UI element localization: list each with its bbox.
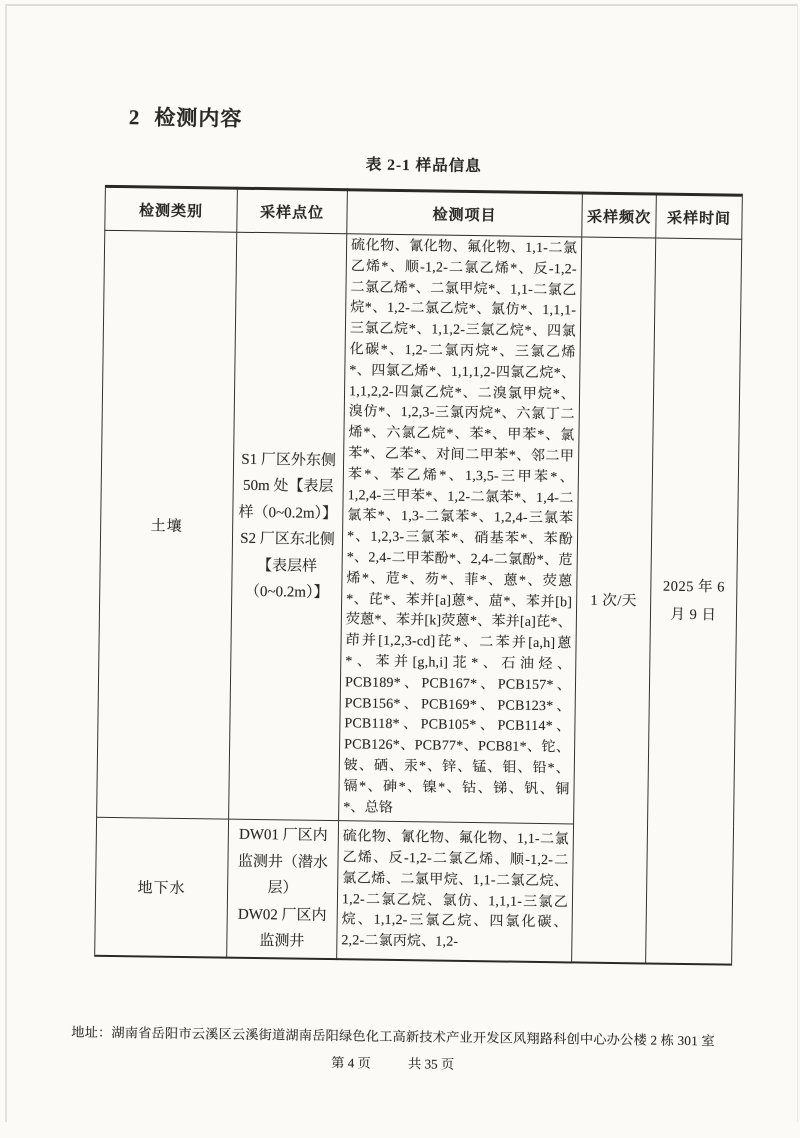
header-items: 检测项目 [347, 190, 583, 237]
soil-items-cell: 硫化物、氰化物、氟化物、1,1-二氯乙烯*、顺-1,2-二氯乙烯*、反-1,2-二氯乙烯*、二氯甲烷*、1,1-二氯乙烷*、1,2-二氯乙烷*、氯仿*、1,1,1-三氯乙烷*、1,1,2-三氯乙烷*、四氯化碳*、1,2-二氯丙烷*、三氯乙烯*、四氯乙烯*、1,1,1,2-四氯乙烷*、1,1,2,2-四氯乙烷*、二溴氯甲烷*、溴仿*、1,2,3-三氯丙烷*、六氯丁二烯*、六氯乙烷*、苯*、甲苯*、氯苯*、乙苯*、对间二甲苯*、邻二甲苯*、苯乙烯*、1,3,5-三甲苯*、1,2,4-三甲苯*、1,2-二氯苯*、1,4-二氯苯*、1,3-二氯苯*、1,2,4-三氯苯*、1,2,3-三氯苯*、硝基苯*、苯酚*、2,4-二甲苯酚*、2,4-二氯酚*、苊烯*、苊*、芴*、菲*、蒽*、荧蒽*、芘*、苯并[a]蒽*、䓛*、苯并[b]荧蒽*、苯并[k]荧蒽*、苯并[a]芘*、茚并[1,2,3-cd]芘*、二苯并[a,h]蒽*、苯并[g,h,i]苝*、石油烃、PCB189*、PCB167*、PCB157*、PCB156*、PCB169*、PCB123*、PCB118*、PCB105*、PCB114*、PCB126*、PCB77*、PCB81*、铊、铍、硒、汞*、锌、锰、钼、铅*、镉*、砷*、镍*、钴、锑、钒、铜*、总铬 [339, 234, 582, 825]
header-time: 采样时间 [656, 194, 743, 239]
table-title: 表 2-1 样品信息 [365, 156, 482, 176]
footer-page-total: 共 35 页 [407, 1056, 455, 1072]
section-title [129, 101, 243, 133]
section-number: 2 [128, 105, 141, 130]
groundwater-category-cell: 地下水 [95, 818, 229, 958]
time-cell: 2025 年 6 月 9 日 [646, 238, 742, 964]
frequency-cell: 1 次/天 [572, 237, 656, 963]
header-location: 采样点位 [237, 188, 348, 234]
table-row-soil [97, 230, 742, 826]
footer-page-current: 第 4 页 [331, 1055, 371, 1071]
groundwater-location-cell: DW01 厂区内 监测井（潜水 层） DW02 厂区内 监测井 [227, 819, 339, 959]
soil-category-cell: 土壤 [97, 230, 237, 819]
sample-info-table [94, 185, 743, 966]
footer-address: 地址：湖南省岳阳市云溪区云溪街道湖南岳阳绿色化工高新技术产业开发区风翔路科创中心办公楼 2 栋 301 室 [71, 1024, 715, 1049]
soil-location-cell: S1 厂区外东侧 50m 处【表层 样（0~0.2m）】 S2 厂区东北侧 【表层样 （0~0.2m）】 [229, 232, 347, 821]
header-category: 检测类别 [105, 186, 238, 232]
footer-page-numbers [0, 1047, 793, 1077]
header-frequency: 采样频次 [582, 193, 657, 238]
section-title-text: 检测内容 [154, 105, 243, 131]
groundwater-items-cell: 硫化物、氰化物、氟化物、1,1-二氯乙烯、反-1,2-二氯乙烯、顺-1,2-二氯乙烯、二氯甲烷、1,1-二氯乙烷、1,2-二氯乙烷、氯仿、1,1,1-三氯乙烷、1,1,2-三氯乙烷、四氯化碳、2,2-二氯丙烷、1,2- [337, 821, 574, 962]
